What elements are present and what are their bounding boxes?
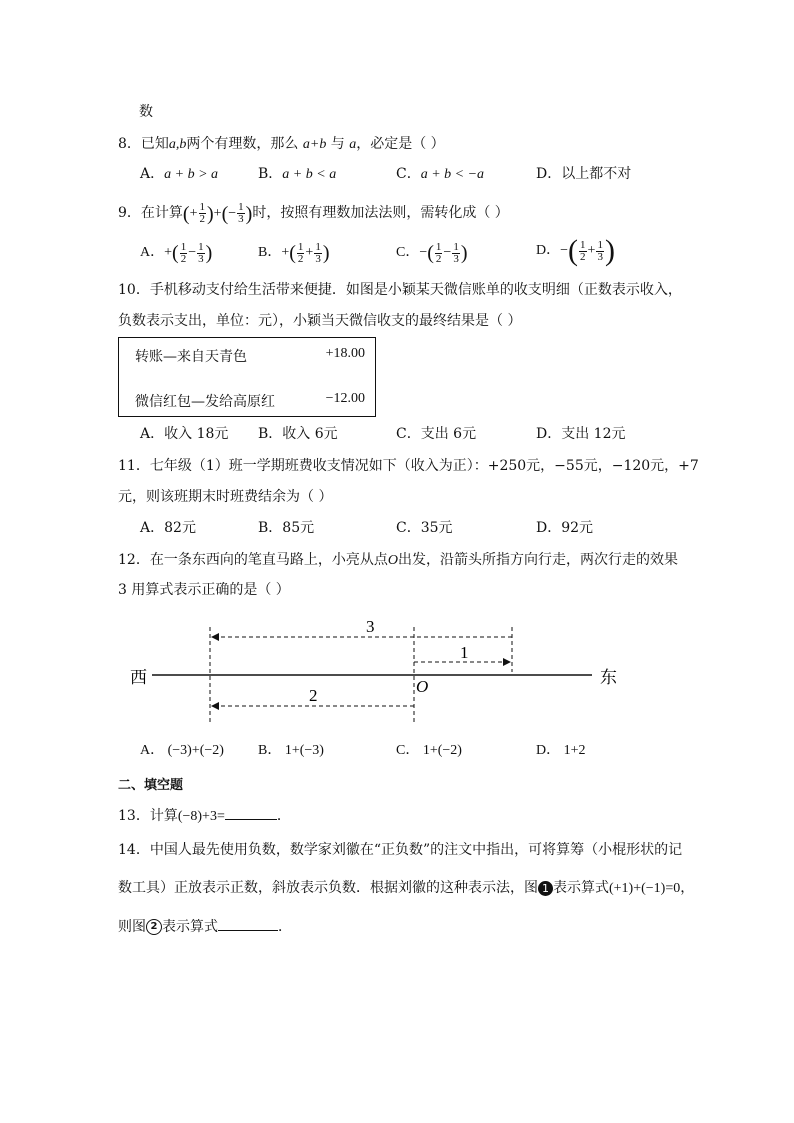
- q14-line2-c: ，: [680, 880, 695, 896]
- q9-a-d2: 3: [198, 252, 204, 265]
- q9-option-c[interactable]: C．−( $\frac{1}{2}$ − $\frac{1}{3}$ ): [396, 240, 468, 265]
- q9-expression: (+ $\frac{1}{2}$ )+(− $\frac{1}{3}$ ): [182, 201, 253, 226]
- q14-line3-c: ．: [278, 919, 292, 935]
- q9-b-d2: 3: [315, 252, 321, 265]
- q10-option-b-text: 收入 6元: [282, 426, 338, 442]
- q8-option-b[interactable]: [258, 164, 336, 185]
- q11-option-d[interactable]: [536, 518, 593, 538]
- q11-line1: [118, 456, 699, 476]
- label-east: 东: [600, 668, 617, 688]
- q9-frac1-den: 2: [199, 213, 205, 226]
- q9-a-n1: 1: [180, 240, 187, 253]
- q14-answer-blank[interactable]: [218, 916, 278, 931]
- q12-option-c[interactable]: [396, 741, 462, 761]
- q9-b-n1: 1: [297, 240, 304, 253]
- q9-prefix: 在计算: [140, 205, 183, 221]
- wechat-bill-box: [118, 337, 376, 417]
- q9-d-n2: 1: [597, 238, 603, 251]
- q10-option-c-label: C．: [396, 426, 421, 442]
- q9-b-n2: 1: [315, 240, 321, 253]
- q9-number: 9．: [118, 205, 141, 221]
- q10-line1-text: 手机移动支付给生活带来便捷．如图是小颖某天微信账单的收支明细（正数表示收入，: [149, 282, 682, 298]
- q10-option-a-label: A．: [140, 426, 165, 442]
- q14-number: 14．: [118, 842, 150, 858]
- bill-row-1-amount: +18.00: [325, 346, 365, 361]
- q14-line2-b: 表示算式: [553, 880, 609, 896]
- q8-option-d-label: D．: [536, 166, 562, 182]
- q9-frac2-num: 1: [238, 201, 244, 214]
- q11-option-d-label: D．: [536, 520, 562, 536]
- q9-c-n2: 1: [453, 240, 459, 253]
- q8-option-c[interactable]: [396, 164, 484, 185]
- q9-b-d1: 2: [297, 252, 304, 265]
- q9-d-n1: 1: [580, 238, 586, 251]
- q12-number: 12．: [118, 552, 150, 568]
- q9-suffix: 时，按照有理数加法法则，需转化成（ ）: [252, 205, 509, 221]
- q14-line2-a: 数工具）正放表示正数，斜放表示负数．根据刘徽的这种表示法，图: [118, 880, 538, 896]
- q9-frac1-num: 1: [199, 201, 205, 214]
- q9-d-d1: 2: [580, 250, 586, 263]
- q9-c-d1: 2: [435, 252, 442, 265]
- q12-option-a[interactable]: [140, 741, 224, 761]
- q12-option-b-label: B．: [258, 743, 282, 758]
- q9-stem: [118, 200, 509, 227]
- section-fill-in-title: 二、填空题: [118, 778, 184, 793]
- q11-option-a[interactable]: [140, 518, 196, 538]
- q12-option-d-text: 1+2: [563, 743, 586, 758]
- q9-option-a[interactable]: A．+( $\frac{1}{2}$ − $\frac{1}{3}$ ): [140, 240, 213, 265]
- q10-option-d[interactable]: [536, 424, 626, 444]
- q8-mid: 两个有理数，那么: [186, 136, 299, 152]
- q7-tail: 数: [139, 104, 153, 120]
- q12-option-c-label: C．: [396, 743, 420, 758]
- q9-option-b[interactable]: B．+( $\frac{1}{2}$ + $\frac{1}{3}$ ): [258, 240, 330, 265]
- q9-c-n1: 1: [435, 240, 442, 253]
- q13-suffix: ．: [276, 808, 291, 824]
- q8-var-a: a: [349, 137, 357, 152]
- bill-row-1-desc: 转账—来自天青色: [135, 349, 247, 365]
- q13-expr: (−8)+3=: [177, 809, 225, 824]
- label-2: 2: [309, 686, 318, 705]
- q9-c-d2: 3: [453, 252, 459, 265]
- q11-option-a-label: A．: [140, 520, 165, 536]
- q8-vars: a,b: [168, 137, 187, 152]
- q8-option-d[interactable]: [536, 164, 631, 184]
- q14-line2: [118, 878, 694, 899]
- q12-option-a-text: (−3)+(−2): [167, 743, 224, 758]
- q8-expr: a+b: [302, 137, 327, 152]
- bill-row-2: [135, 391, 365, 411]
- q12-option-c-text: 1+(−2): [422, 743, 462, 758]
- q8-option-b-label: B．: [258, 166, 283, 182]
- q10-option-a-text: 收入 18元: [164, 426, 229, 442]
- q12-option-b[interactable]: [258, 741, 324, 761]
- q10-option-c-text: 支出 6元: [420, 426, 477, 442]
- q12-option-d[interactable]: [536, 741, 586, 761]
- q11-option-d-text: 92元: [561, 520, 594, 536]
- q9-option-b-label: B．: [258, 245, 282, 261]
- bill-row-2-desc: 微信红包—发给高原红: [135, 394, 275, 410]
- q9-a-n2: 1: [198, 240, 204, 253]
- q10-option-a[interactable]: [140, 424, 228, 444]
- q12-option-b-text: 1+(−3): [284, 743, 324, 758]
- q10-option-c[interactable]: [396, 424, 476, 444]
- q13-number: 13．: [118, 808, 150, 824]
- q14-line3-b: 表示算式: [162, 919, 218, 935]
- bill-row-2-amount: −12.00: [325, 391, 365, 406]
- q11-line1-text: 七年级（1）班一学期班费收支情况如下（收入为正）：+250元，−55元，−120元，+7: [149, 458, 699, 474]
- q10-number: 10．: [118, 282, 150, 298]
- q8-option-a[interactable]: [140, 164, 218, 185]
- q12-line1-b: 出发，沿箭头所指方向行走，两次行走的效果: [397, 552, 678, 568]
- q9-d-d2: 3: [597, 250, 603, 263]
- q13-prefix: 计算: [149, 808, 178, 824]
- q14-line2-expr: (+1)+(−1)=0: [609, 881, 681, 896]
- q8-option-d-text: 以上都不对: [561, 166, 632, 182]
- figure-1-icon: 1: [538, 881, 553, 896]
- q10-option-d-text: 支出 12元: [561, 426, 626, 442]
- q12-option-a-label: A．: [140, 743, 165, 758]
- q10-option-b-label: B．: [258, 426, 283, 442]
- q14-line3-a: 则图: [118, 919, 146, 935]
- figure-2-icon: 2: [146, 919, 162, 935]
- q11-option-c-text: 35元: [420, 520, 453, 536]
- label-origin: O: [416, 677, 429, 696]
- q14-line3: [118, 916, 292, 937]
- q12-line2: 3 用算式表示正确的是（ ）: [118, 582, 290, 598]
- q10-line1: [118, 280, 682, 300]
- q8-option-a-label: A．: [140, 166, 165, 182]
- q14-line1: [118, 840, 682, 860]
- q13-answer-blank[interactable]: [225, 805, 277, 820]
- q12-option-d-label: D．: [536, 743, 561, 758]
- q11-number: 11．: [118, 458, 150, 474]
- q12-point-o: O: [387, 553, 398, 568]
- q8-option-a-text: a + b > a: [164, 167, 219, 182]
- q12-line1-a: 在一条东西向的笔直马路上，小亮从点: [149, 552, 388, 568]
- q11-option-c[interactable]: [396, 518, 453, 538]
- label-1: 1: [460, 643, 469, 662]
- number-line-diagram: [120, 612, 640, 730]
- bill-row-1: [135, 346, 365, 366]
- q11-option-c-label: C．: [396, 520, 421, 536]
- q11-line2: 元，则该班期末时班费结余为（ ）: [118, 489, 333, 505]
- label-west: 西: [130, 668, 147, 688]
- q9-option-c-label: C．: [396, 245, 420, 261]
- q11-option-b[interactable]: [258, 518, 314, 538]
- q9-a-d1: 2: [180, 252, 187, 265]
- label-3: 3: [366, 617, 375, 636]
- q8-option-c-text: a + b < −a: [420, 167, 485, 182]
- q8-option-b-text: a + b < a: [282, 167, 337, 182]
- q9-option-d-label: D．: [536, 243, 561, 259]
- q8-mid2: 与: [330, 136, 345, 152]
- q13-stem: [118, 805, 291, 827]
- q9-frac2-den: 3: [238, 213, 244, 226]
- q9-option-d[interactable]: D．−( $\frac{1}{2}$ + $\frac{1}{3}$ ): [536, 234, 615, 267]
- q11-option-a-text: 82元: [164, 520, 196, 536]
- q12-line1: [118, 550, 678, 571]
- q14-line1-text: 中国人最先使用负数，数学家刘徽在“正负数”的注文中指出，可将算筹（小棍形状的记: [149, 842, 683, 858]
- q8-prefix: 已知: [140, 136, 169, 152]
- q8-number: 8．: [118, 136, 141, 152]
- q11-option-b-label: B．: [258, 520, 283, 536]
- q10-line2: 负数表示支出，单位：元），小颖当天微信收支的最终结果是（ ）: [118, 313, 522, 329]
- q11-option-b-text: 85元: [282, 520, 315, 536]
- q9-option-a-label: A．: [140, 245, 165, 261]
- q10-option-b[interactable]: [258, 424, 338, 444]
- q8-stem: [118, 134, 445, 155]
- q8-option-c-label: C．: [396, 166, 421, 182]
- q8-suffix: ，必定是（ ）: [356, 136, 445, 152]
- q10-option-d-label: D．: [536, 426, 562, 442]
